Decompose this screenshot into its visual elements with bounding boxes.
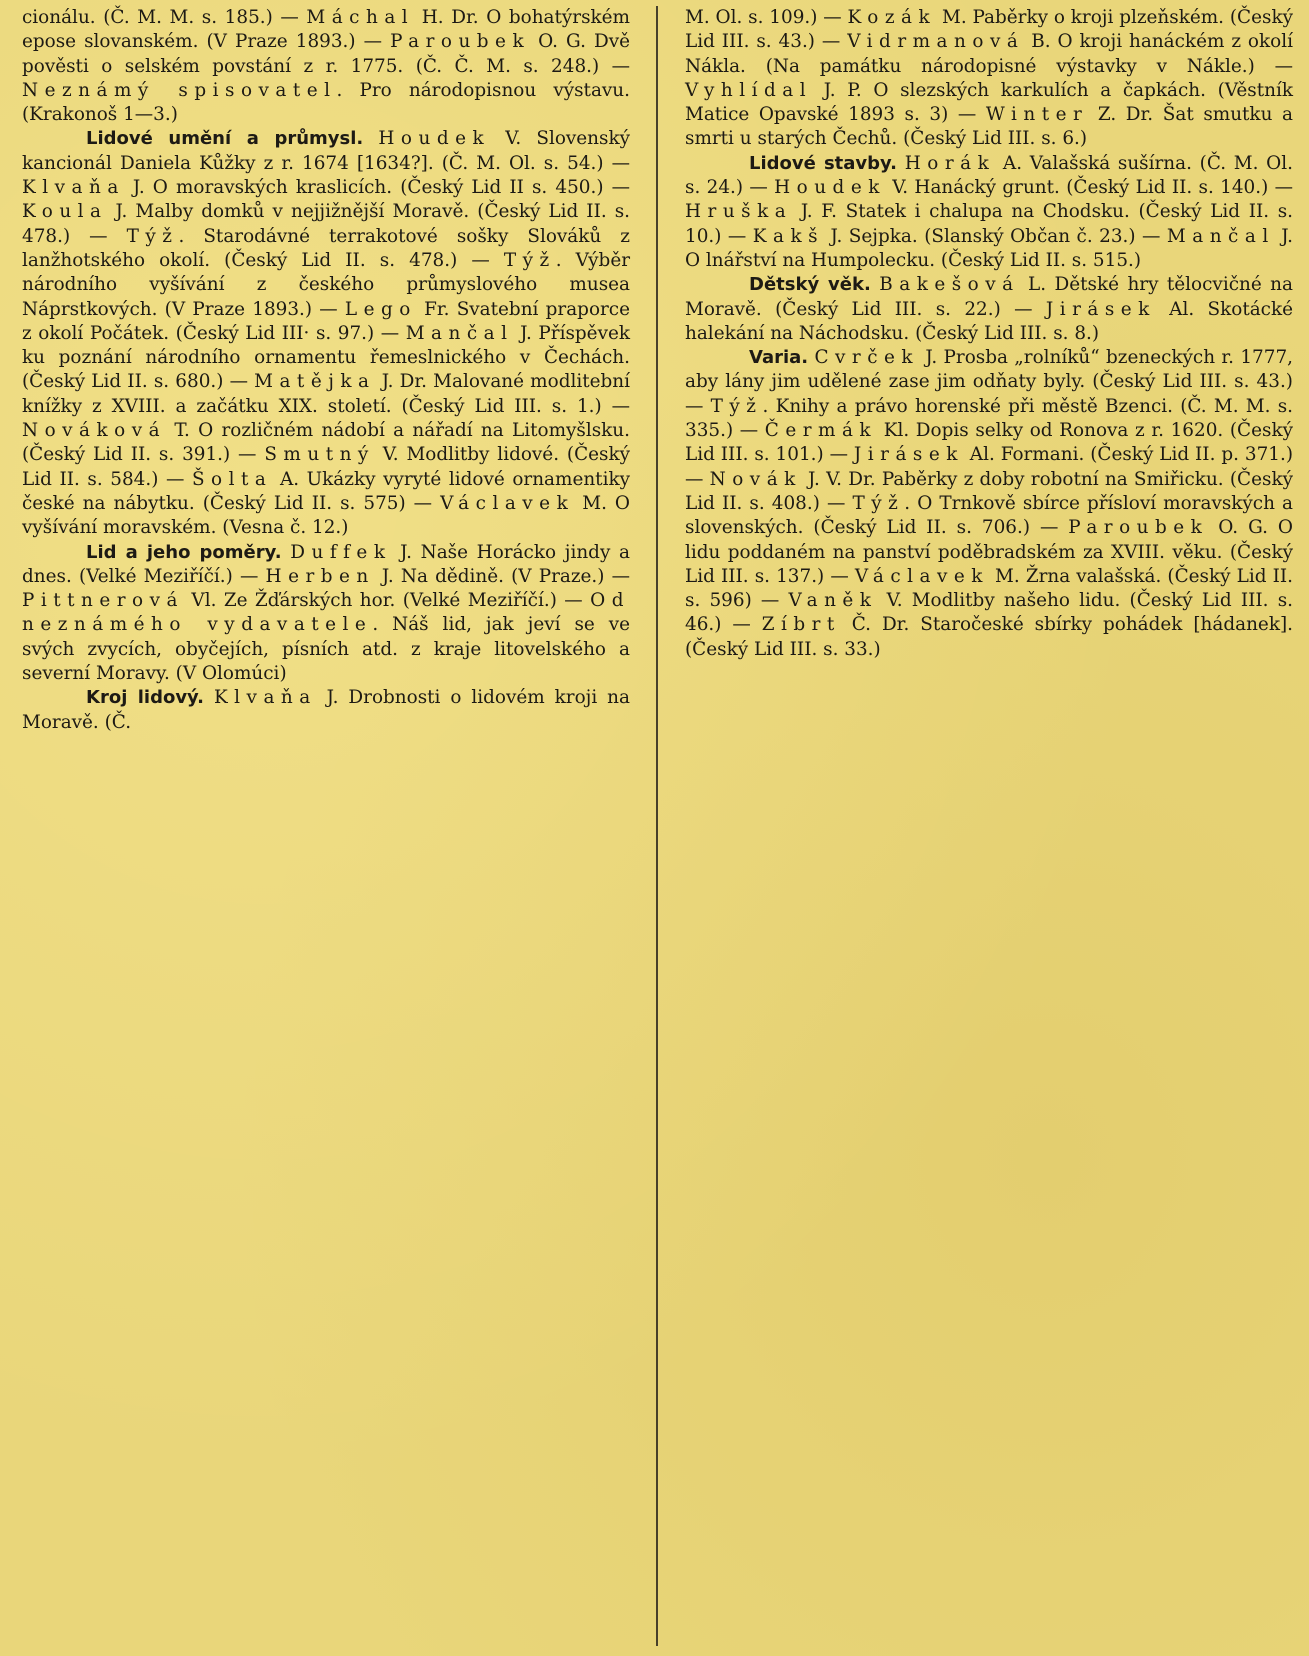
entry-text: H. Dr. O bohatýrském epose slovanském. (V Praze 1893.) — bbox=[22, 7, 630, 53]
author-name: Nováková bbox=[22, 420, 167, 442]
entry-text: Kl. Dopis selky od Ronova z r. 1620. (Český Lid III. s. 101.) — bbox=[685, 420, 1293, 466]
author-name: Vyhlídal bbox=[685, 79, 813, 101]
entry-text: Al. Skotácké halekání na Náchodsku. (Český Lid III. s. 8.) bbox=[685, 298, 1294, 344]
entry-text: J. Drobnosti o lidovém kroji na Moravě. (Č. bbox=[22, 687, 630, 733]
author-name: Od neznámého vydavatele bbox=[22, 590, 630, 636]
entry-text: J. F. Statek i chalupa na Chodsku. (Český Lid II. s. 10.) — bbox=[685, 201, 1293, 247]
author-name: Horák bbox=[904, 152, 996, 174]
entry-text: O. G. O lidu poddaném na panství poděbradském za XVIII. věku. (Český Lid III. s. 137.) — bbox=[685, 517, 1293, 587]
entry-text: J. P. O slezských karkulích a čapkách. (Věstník Matice Opavské 1893 s. 3) — bbox=[685, 79, 1293, 126]
author-name: Koula bbox=[22, 201, 108, 223]
entry-text: J. V. Dr. Paběrky z doby robotní na Smiřicku. (Český Lid II. s. 408.) — bbox=[685, 468, 1293, 514]
author-name: Jirásek bbox=[1045, 298, 1156, 320]
entry-text: J. Naše Horácko jindy a dnes. (Velké Meziříčí.) — bbox=[22, 541, 630, 587]
entry-text: Z. Dr. Šat smutku a smrti u starých Čechů. (Český Lid III. s. 6.) bbox=[685, 104, 1293, 150]
entry-text: J. Dr. Malované modlitební knížky z XVIII. a začátku XIX. století. (Český Lid III. s. 1.) — bbox=[22, 371, 630, 417]
section-paragraph bbox=[22, 686, 630, 735]
entry-text: . Starodávné terrakotové sošky Slováků z lanžhotského okolí. (Český Lid II. s. 478.) — bbox=[22, 225, 630, 271]
entry-text: L. Dětské hry tělocvičné na Moravě. (Český Lid III. s. 22.) — bbox=[685, 274, 1293, 320]
entry-text: J. Sejpka. (Slanský Občan č. 23.) — bbox=[824, 225, 1167, 247]
author-name: Máchal bbox=[306, 7, 415, 28]
author-name: Bakešová bbox=[879, 274, 1020, 296]
author-name: Paroubek bbox=[390, 31, 531, 53]
section-paragraph bbox=[685, 273, 1293, 346]
author-name: Týž bbox=[126, 225, 179, 247]
entry-text: Vl. Ze Žďárských hor. (Velké Meziříčí.) — bbox=[183, 590, 591, 612]
entry-text: V. Hanácký grunt. (Český Lid II. s. 140.) — bbox=[885, 177, 1294, 199]
author-name: Mančal bbox=[405, 322, 514, 344]
author-name: Jirásek bbox=[853, 444, 964, 466]
author-name: Paroubek bbox=[1068, 517, 1209, 539]
entry-text: B. O kroji hanáckém z okolí Nákla. (Na památku národopisné výstavky v Nákle.) — bbox=[685, 31, 1293, 77]
author-name: Houdek bbox=[774, 177, 886, 199]
section-heading: Lid a jeho poměry. bbox=[86, 541, 282, 563]
entry-text: M. O vyšívání moravském. (Vesna č. 12.) bbox=[22, 492, 631, 539]
author-name: Vaněk bbox=[788, 590, 878, 612]
section-heading: Varia. bbox=[749, 347, 809, 369]
author-name: Herben bbox=[265, 565, 375, 587]
entry-text: J. Prosba „rolníků“ bzeneckých r. 1777, aby lány jim udělené zase jim odňaty byly. (Český Lid III. s. 43.) — bbox=[685, 347, 1293, 417]
entry-text: A. Valašská sušírna. (Č. M. Ol. s. 24.) — bbox=[685, 152, 1293, 199]
author-name: Václavek bbox=[854, 565, 989, 587]
author-name: Mančal bbox=[1166, 225, 1275, 247]
section-heading: Kroj lidový. bbox=[86, 687, 204, 709]
entry-text: T. O rozličném nádobí a nářadí na Litomyšlsku. (Český Lid II. s. 391.) — bbox=[22, 420, 630, 466]
entry-text: J. O lnářství na Humpolecku. (Český Lid II. s. 515.) bbox=[685, 225, 1293, 271]
author-name: Houdek bbox=[378, 128, 491, 150]
entry-text: . Náš lid, jak jeví se ve svých zvycích, obyčejích, písních atd. z kraje litovelského a severní Moravy. (V Olomúci) bbox=[22, 614, 630, 685]
author-name: Kakš bbox=[752, 225, 825, 247]
author-name: Klvaňa bbox=[213, 687, 317, 709]
continuation-paragraph bbox=[22, 6, 630, 127]
author-name: Kozák bbox=[847, 7, 937, 28]
author-name: Neznámý spisovatel bbox=[22, 79, 337, 101]
author-name: Hruška bbox=[685, 201, 793, 223]
entry-text: cionálu. (Č. M. M. s. 185.) — bbox=[22, 7, 307, 28]
column-rule bbox=[656, 6, 658, 1646]
author-name: Týž bbox=[852, 492, 905, 514]
section-heading: Dětský věk. bbox=[749, 274, 871, 296]
section-heading: Lidové stavby. bbox=[749, 152, 897, 174]
author-name: Novák bbox=[709, 468, 802, 490]
entry-text: V. Modlitby lidové. (Český Lid II. s. 584.) — bbox=[22, 444, 630, 490]
section-paragraph bbox=[22, 541, 630, 687]
entry-text: V. Slovenský kancionál Daniela Kůžky z r. 1674 [1634?]. (Č. M. Ol. s. 54.) — bbox=[22, 128, 630, 174]
author-name: Pittnerová bbox=[22, 590, 184, 612]
author-name: Vidrmanová bbox=[847, 31, 1025, 53]
section-paragraph bbox=[685, 346, 1293, 662]
entry-text: M. Žrna valašská. (Český Lid II. s. 596) — bbox=[685, 565, 1293, 612]
entry-text: J. Malby domků v nejjižnější Moravě. (Český Lid II. s. 478.) — bbox=[22, 201, 630, 247]
author-name: Cvrček bbox=[814, 347, 920, 369]
section-paragraph bbox=[22, 127, 630, 540]
author-name: Šolta bbox=[191, 468, 273, 490]
entry-text: Fr. Svatební praporce z okolí Počátek. (Český Lid III· s. 97.) — bbox=[22, 298, 630, 344]
author-name: Klvaňa bbox=[22, 177, 125, 199]
entry-text: V. Modlitby našeho lidu. (Český Lid III. s. 46.) — bbox=[685, 590, 1293, 636]
author-name: Týž bbox=[710, 395, 763, 417]
left-column bbox=[22, 6, 634, 1656]
entry-text: . Výběr národního vyšívání z českého průmyslového musea Náprstkových. (V Praze 1893.) — bbox=[22, 249, 630, 320]
author-name: Václavek bbox=[440, 492, 575, 514]
author-name: Matějka bbox=[254, 371, 376, 393]
entry-text: M. Ol. s. 109.) — bbox=[685, 7, 848, 28]
entry-text: J. Na dědině. (V Praze.) — bbox=[374, 565, 630, 587]
author-name: Týž bbox=[503, 249, 556, 271]
entry-text: . Pro národopisnou výstavu. (Krakonoš 1—3.) bbox=[22, 79, 630, 126]
entry-text: O. G. Dvě pověsti o selském povstání z r. 1775. (Č. Č. M. s. 248.) — bbox=[22, 31, 630, 77]
entry-text: J. O moravských kraslicích. (Český Lid II s. 450.) — bbox=[124, 177, 630, 199]
section-heading: Lidové umění a průmysl. bbox=[86, 128, 364, 150]
author-name: Winter bbox=[985, 104, 1089, 126]
author-name: Lego bbox=[344, 298, 417, 320]
author-name: Smutný bbox=[264, 444, 375, 466]
author-name: Zíbrt bbox=[761, 614, 841, 636]
entry-text: A. Ukázky vyryté lidové ornamentiky české na nábytku. (Český Lid II. s. 575) — bbox=[22, 468, 630, 514]
entry-text: . Knihy a právo horenské při městě Bzenci. (Č. M. M. s. 335.) — bbox=[685, 395, 1293, 442]
right-column bbox=[681, 6, 1293, 1656]
continuation-paragraph bbox=[685, 6, 1293, 152]
entry-text: M. Paběrky o kroji plzeňském. (Český Lid III. s. 43.) — bbox=[685, 7, 1293, 53]
section-paragraph bbox=[685, 152, 1293, 273]
author-name: Čermák bbox=[764, 420, 878, 442]
entry-text: . O Trnkově sbírce přísloví moravských a slovenských. (Český Lid II. s. 706.) — bbox=[685, 492, 1293, 539]
entry-text: Č. Dr. Staročeské sbírky pohádek [hádanek]. (Český Lid III. s. 33.) bbox=[685, 614, 1293, 660]
entry-text: J. Příspěvek ku poznání národního ornamentu řemeslnického v Čechách. (Český Lid II. s. 680.) — bbox=[22, 322, 630, 393]
author-name: Duffek bbox=[290, 541, 392, 563]
entry-text: Al. Formani. (Český Lid II. p. 371.) — bbox=[685, 444, 1293, 490]
